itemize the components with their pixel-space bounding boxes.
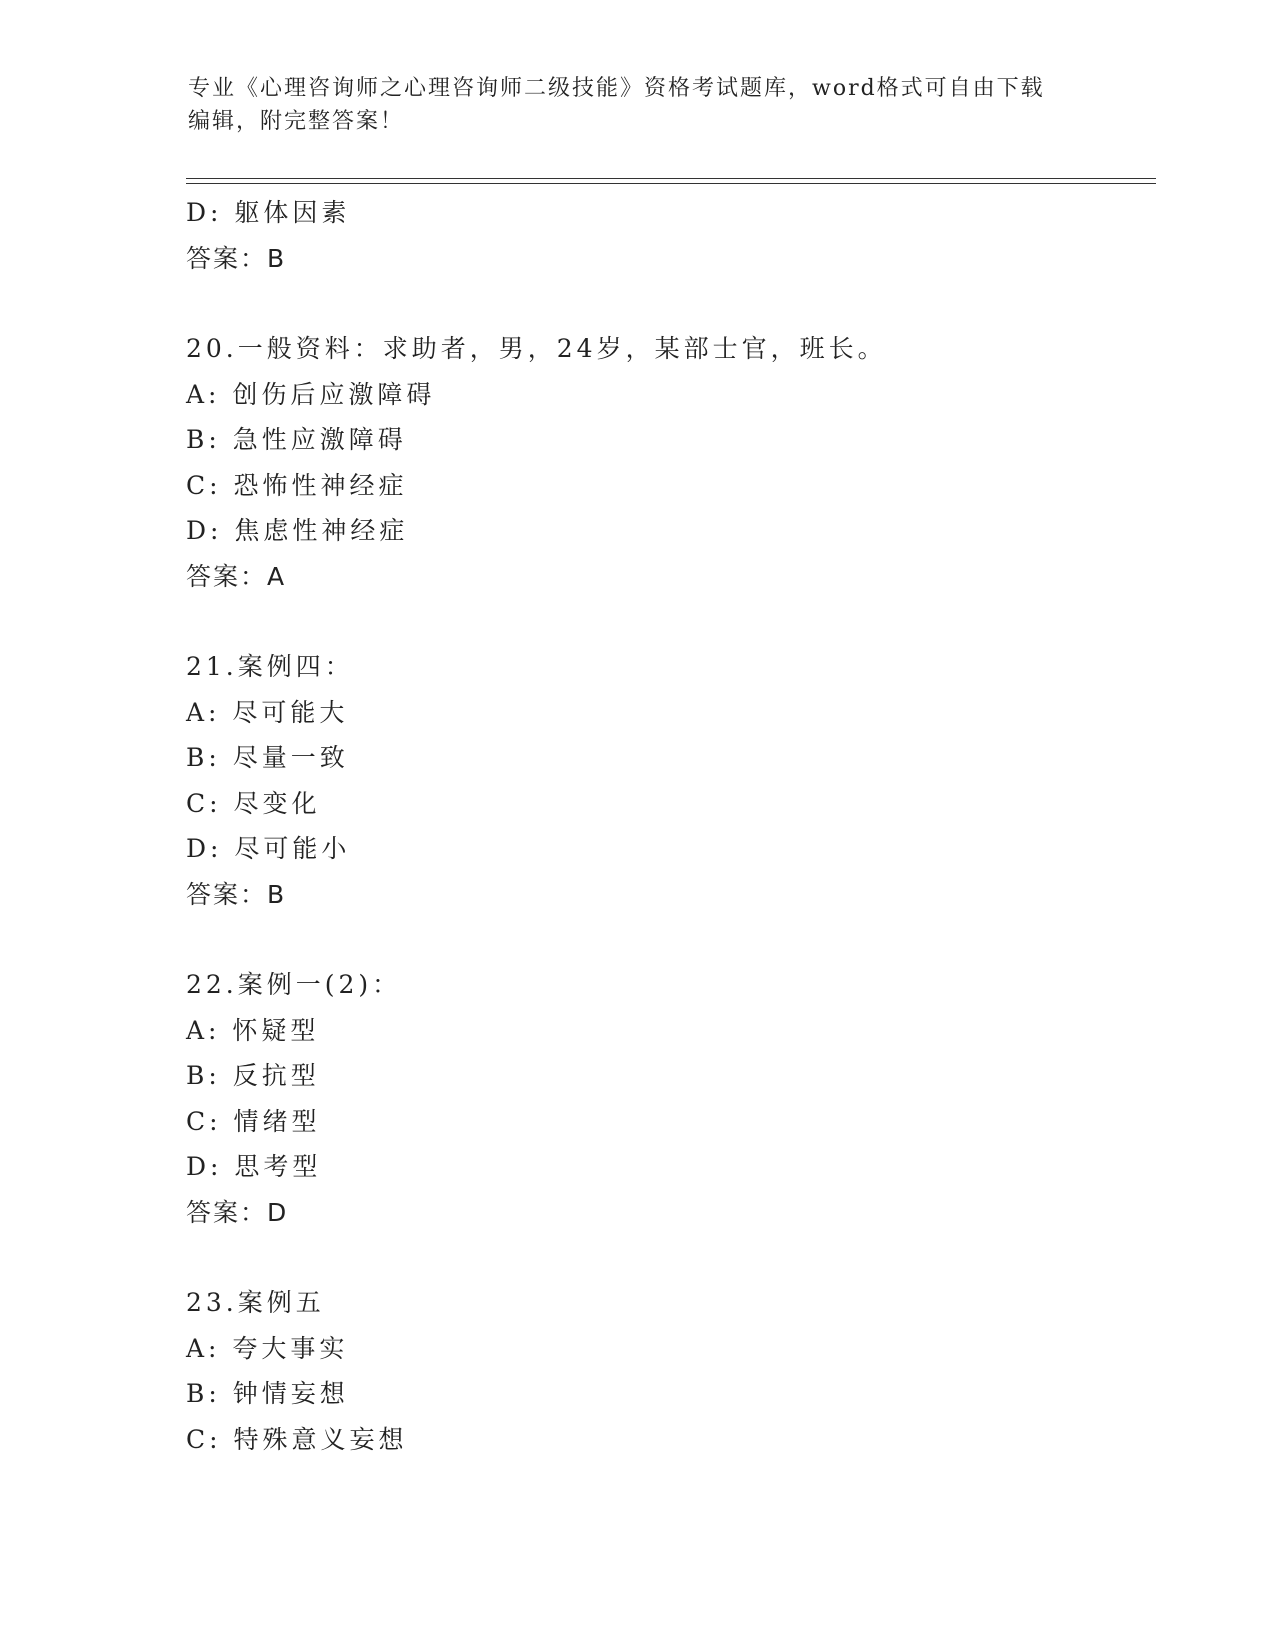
question-20 — [186, 326, 1146, 599]
option-d: D: 躯体因素 — [186, 198, 351, 227]
question-22 — [186, 962, 1146, 1235]
answer: 答案：D — [186, 1197, 289, 1227]
answer: 答案：B — [186, 879, 287, 909]
header-line-1: 专业《心理咨询师之心理咨询师二级技能》资格考试题库，word格式可自由下载 — [188, 76, 1045, 101]
option-c: C: 恐怖性神经症 — [186, 470, 408, 500]
question-stem: 23.案例五 — [186, 1288, 325, 1317]
question-stem: 21.案例四： — [186, 652, 354, 681]
header-divider-top — [186, 178, 1156, 179]
option-d: D: 焦虑性神经症 — [186, 516, 409, 545]
option-c: C: 情绪型 — [186, 1106, 321, 1136]
question-23 — [186, 1280, 1146, 1462]
option-b: B: 反抗型 — [186, 1061, 320, 1090]
option-d: D: 尽可能小 — [186, 834, 351, 863]
option-a: A: 创伤后应激障碍 — [186, 379, 436, 409]
question-list — [186, 190, 1146, 1462]
document-header — [188, 72, 1088, 138]
question-21 — [186, 644, 1146, 917]
header-line-2: 编辑，附完整答案！ — [188, 109, 405, 134]
option-b: B: 钟情妄想 — [186, 1379, 349, 1408]
option-b: B: 急性应激障碍 — [186, 425, 407, 454]
option-b: B: 尽量一致 — [186, 743, 349, 772]
question-stem: 20.一般资料：求助者，男，24岁，某部士官，班长。 — [186, 334, 887, 363]
option-d: D: 思考型 — [186, 1152, 322, 1181]
option-a: A: 尽可能大 — [186, 697, 349, 727]
option-a: A: 怀疑型 — [186, 1015, 320, 1045]
option-c: C: 特殊意义妄想 — [186, 1424, 408, 1454]
option-c: C: 尽变化 — [186, 788, 321, 818]
answer: 答案：B — [186, 243, 287, 273]
question-stem: 22.案例一(2)： — [186, 970, 402, 999]
header-divider-bottom — [186, 183, 1156, 184]
option-a: A: 夸大事实 — [186, 1333, 349, 1363]
answer: 答案：A — [186, 561, 287, 591]
